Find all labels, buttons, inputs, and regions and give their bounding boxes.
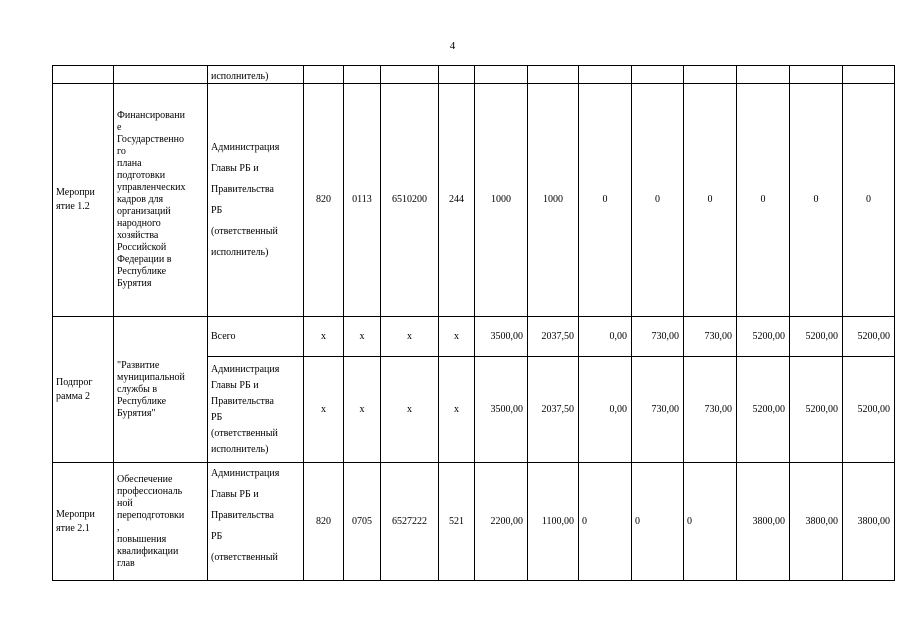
cell-value: 3800,00 bbox=[843, 463, 895, 581]
cell-value: 3500,00 bbox=[475, 317, 528, 357]
cell-value: 2037,50 bbox=[528, 357, 579, 463]
cell-value: 730,00 bbox=[684, 357, 737, 463]
cell-text-line: повышения bbox=[117, 533, 167, 545]
cell-value: 5200,00 bbox=[790, 317, 843, 357]
cell-vr: х bbox=[439, 357, 475, 463]
cell-text-line: Правительства bbox=[211, 510, 274, 521]
cell-text-line: (ответственный bbox=[211, 226, 278, 237]
cell-value: 5200,00 bbox=[843, 317, 895, 357]
cell-csr: х bbox=[381, 317, 439, 357]
cell-rzpr: х bbox=[344, 357, 381, 463]
cell-text-line: организаций bbox=[117, 206, 171, 217]
cell-text-line: Администрация bbox=[211, 363, 280, 375]
cell-csr: х bbox=[381, 357, 439, 463]
cell-text-line: е bbox=[117, 122, 122, 133]
cell-text-line: плана bbox=[117, 158, 142, 169]
table-row-p2-total bbox=[53, 317, 895, 357]
cell-value: 0 bbox=[790, 84, 843, 317]
cell-value: 2200,00 bbox=[475, 463, 528, 581]
cell-text-line: Главы РБ и bbox=[211, 379, 259, 391]
cell-name bbox=[114, 84, 208, 317]
page-number: 4 bbox=[449, 40, 456, 52]
cell-grbs: 820 bbox=[304, 463, 344, 581]
cell-text-line: народного bbox=[117, 218, 161, 229]
cell-text-line: , bbox=[117, 521, 120, 533]
cell-value: 0 bbox=[843, 84, 895, 317]
cell-text-line: "Развитие bbox=[117, 359, 160, 371]
cell-value: 730,00 bbox=[632, 317, 684, 357]
cell-text-line: (ответственный bbox=[211, 427, 278, 439]
cell-text-line: Правительства bbox=[211, 184, 274, 195]
cell-executor bbox=[208, 84, 304, 317]
cell-text-line: Российской bbox=[117, 242, 167, 253]
cell-value: 5200,00 bbox=[737, 317, 790, 357]
cell-value: 0 bbox=[632, 463, 684, 581]
cell-value: 5200,00 bbox=[843, 357, 895, 463]
cell-value: 1000 bbox=[528, 84, 579, 317]
cell-value: 1100,00 bbox=[528, 463, 579, 581]
cell-csr: 6510200 bbox=[381, 84, 439, 317]
cell-text-line: кадров для bbox=[117, 194, 164, 205]
cell-status bbox=[53, 84, 114, 317]
cell-text-line: ятие 2.1 bbox=[56, 522, 90, 534]
cell-value: 0 bbox=[579, 84, 632, 317]
cell-text-line: профессиональ bbox=[117, 485, 183, 497]
cell-status bbox=[53, 463, 114, 581]
cell-text-line: Подпрог bbox=[56, 376, 93, 388]
cell-name bbox=[114, 463, 208, 581]
cell-rzpr: х bbox=[344, 317, 381, 357]
cell-grbs: 820 bbox=[304, 84, 344, 317]
cell-name bbox=[114, 317, 208, 463]
cell-text-line: Администрация bbox=[211, 142, 280, 153]
cell-grbs: х bbox=[304, 317, 344, 357]
cell-value: 0,00 bbox=[579, 357, 632, 463]
cell-text-line: Всего bbox=[211, 330, 236, 342]
cell-text-line: РБ bbox=[211, 531, 223, 542]
cell-text-line: РБ bbox=[211, 205, 223, 216]
cell-value: 3500,00 bbox=[475, 357, 528, 463]
cell-text-line: переподготовки bbox=[117, 509, 185, 521]
cell-text-line: РБ bbox=[211, 411, 223, 423]
cell-value: 0 bbox=[579, 463, 632, 581]
cell-text-line: ятие 1.2 bbox=[56, 201, 90, 212]
cell-value: 730,00 bbox=[632, 357, 684, 463]
cell-rzpr: 0705 bbox=[344, 463, 381, 581]
cell-text-line: хозяйства bbox=[117, 230, 159, 241]
cell-value: 5200,00 bbox=[737, 357, 790, 463]
cell-executor bbox=[208, 357, 304, 463]
cell-text-line: Правительства bbox=[211, 395, 274, 407]
cell-text-line: Бурятия" bbox=[117, 407, 156, 419]
cell-vr: 244 bbox=[439, 84, 475, 317]
table-row-m12 bbox=[53, 84, 895, 317]
cell-text-line: исполнитель) bbox=[211, 247, 269, 258]
table-row-continued bbox=[53, 66, 895, 84]
cell-text-line: Меропри bbox=[56, 187, 95, 198]
cell-text-line: квалификации bbox=[117, 545, 179, 557]
cell-text-line: Обеспечение bbox=[117, 473, 173, 485]
cell-text-line: ной bbox=[117, 497, 133, 509]
cell-text-line: подготовки bbox=[117, 170, 166, 181]
cell-value: 2037,50 bbox=[528, 317, 579, 357]
cell-value: 0 bbox=[684, 84, 737, 317]
cell-status bbox=[53, 66, 114, 84]
cell-text-line: управленческих bbox=[117, 182, 186, 193]
cell-text-line: глав bbox=[117, 557, 135, 569]
cell-status bbox=[53, 317, 114, 463]
cell-executor bbox=[208, 463, 304, 581]
cell-text-line: рамма 2 bbox=[56, 390, 90, 402]
cell-value: 0 bbox=[684, 463, 737, 581]
cell-value: 0,00 bbox=[579, 317, 632, 357]
cell-text-line: Меропри bbox=[56, 508, 95, 520]
cell-text-line: Главы РБ и bbox=[211, 163, 259, 174]
cell-csr: 6527222 bbox=[381, 463, 439, 581]
cell-rzpr: 0113 bbox=[344, 84, 381, 317]
cell-text-line: Администрация bbox=[211, 468, 280, 479]
cell-executor bbox=[208, 317, 304, 357]
cell-text-line: Республике bbox=[117, 266, 167, 277]
cell-value: 0 bbox=[632, 84, 684, 317]
cell-value: 1000 bbox=[475, 84, 528, 317]
cell-value: 0 bbox=[737, 84, 790, 317]
cell-value: 5200,00 bbox=[790, 357, 843, 463]
cell-text-line: Федерации в bbox=[117, 254, 172, 265]
cell-text-line: службы в bbox=[117, 383, 158, 395]
cell-text-line: муниципальной bbox=[117, 371, 185, 383]
cell-value: 730,00 bbox=[684, 317, 737, 357]
cell-text-line: Бурятия bbox=[117, 278, 152, 289]
cell-name bbox=[114, 66, 208, 84]
cell-vr: 521 bbox=[439, 463, 475, 581]
table-row-m21 bbox=[53, 463, 895, 581]
cell-text-line: го bbox=[117, 146, 126, 157]
cell-vr: х bbox=[439, 317, 475, 357]
cell-text-line: Республике bbox=[117, 395, 167, 407]
cell-text-line: Финансировани bbox=[117, 110, 185, 121]
cell-text-line: исполнитель) bbox=[211, 443, 269, 455]
cell-text-line: Государственно bbox=[117, 134, 184, 145]
cell-value: 3800,00 bbox=[737, 463, 790, 581]
program-table bbox=[52, 65, 895, 581]
cell-value: 3800,00 bbox=[790, 463, 843, 581]
cell-text-line: Главы РБ и bbox=[211, 489, 259, 500]
cell-executor: исполнитель) bbox=[208, 66, 304, 84]
cell-text-line: (ответственный bbox=[211, 552, 278, 563]
cell-grbs: х bbox=[304, 357, 344, 463]
